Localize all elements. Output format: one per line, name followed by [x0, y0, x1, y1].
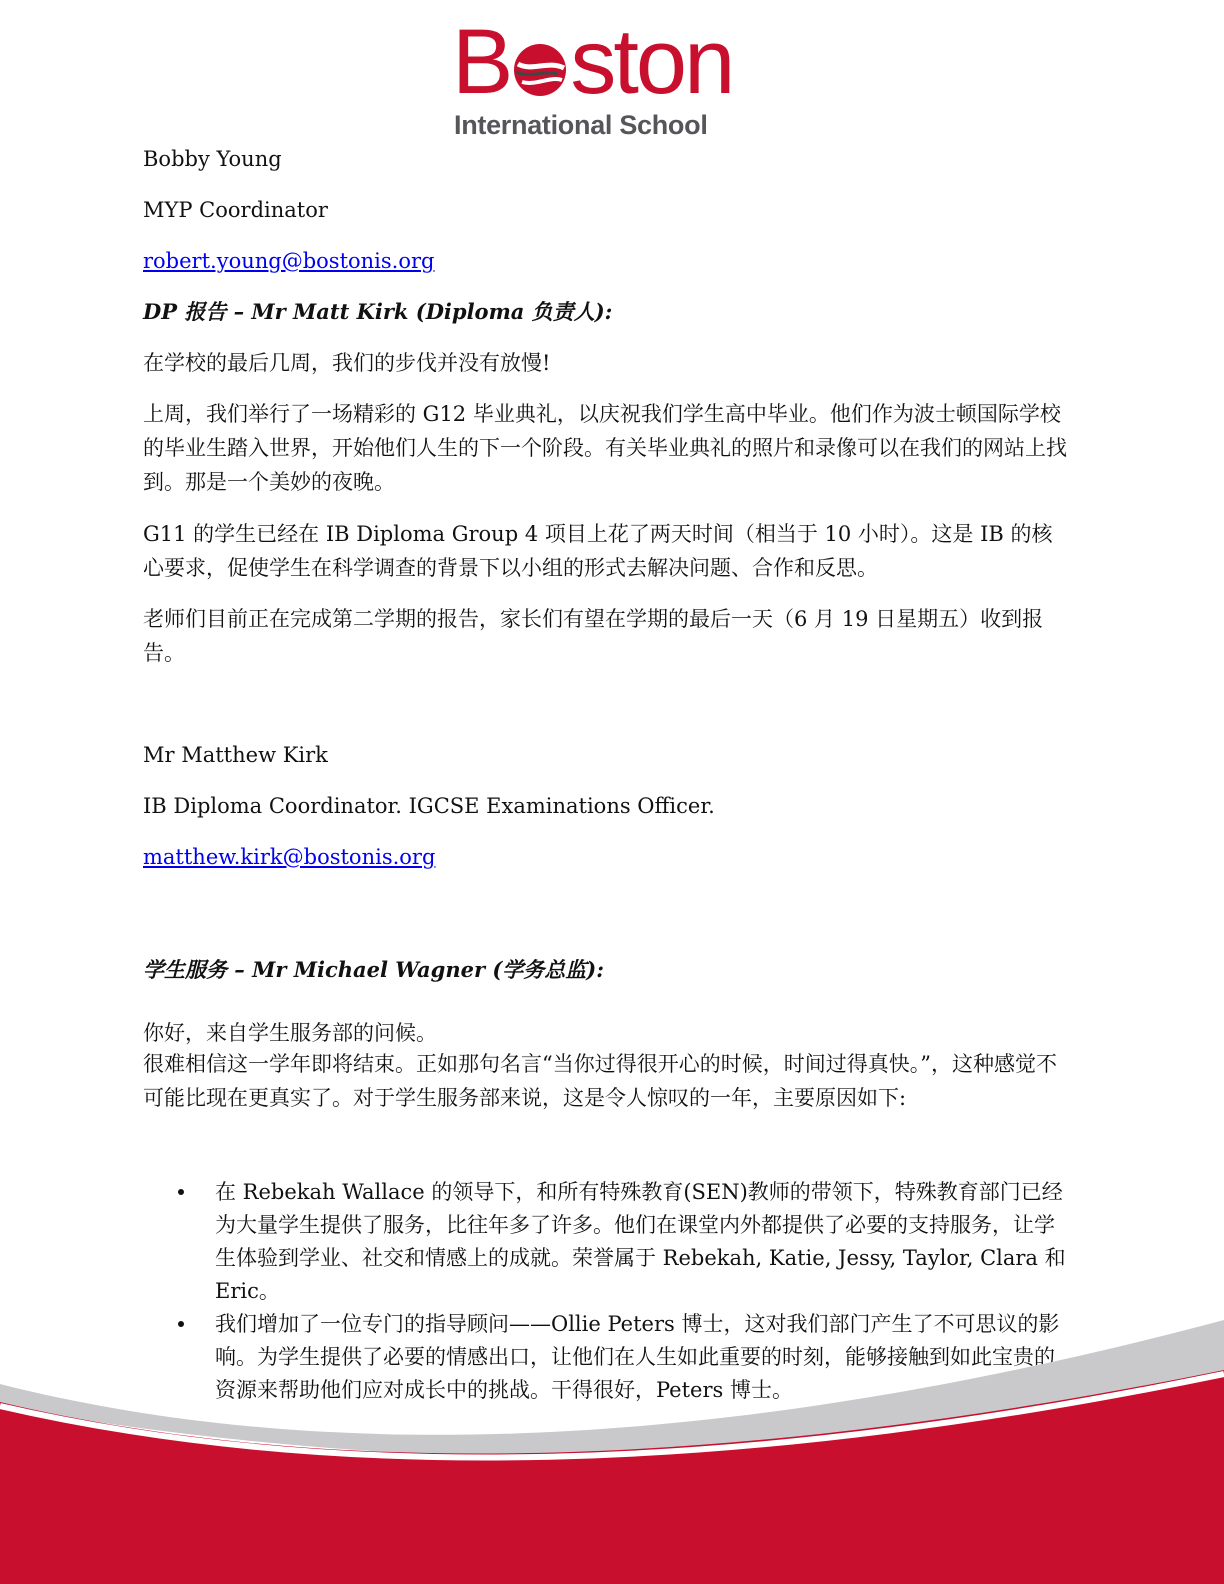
- dp-paragraph-4: 老师们目前正在完成第二学期的报告，家长们有望在学期的最后一天（6 月 19 日星期五）收到报告。: [143, 607, 1044, 665]
- student-services-greeting: 你好，来自学生服务部的问候。: [143, 1021, 437, 1045]
- student-services-intro: 很难相信这一学年即将结束。正如那句名言“当你过得很开心的时候，时间过得真快。”，这种感觉不可能比现在更真实了。对于学生服务部来说，这是令人惊叹的一年，主要原因如下:: [143, 1052, 1057, 1110]
- footer-wave-decoration: [0, 1310, 1224, 1584]
- bullet-text: 我们增加了一位专门的指导顾问——Ollie Peters 博士，这对我们部门产生了不可思议的影响。为学生提供了必要的情感出口，让他们在人生如此重要的时刻，能够接触到如此宝贵的资源来帮助他们应对成长中的挑战。干得很好，Peters 博士。: [215, 1312, 1060, 1402]
- myp-contact-name: Bobby Young: [143, 147, 282, 171]
- logo-subtitle: International School: [454, 110, 708, 140]
- logo-wordmark: [452, 11, 733, 113]
- basketball-icon: [512, 42, 568, 98]
- dp-contact-title: IB Diploma Coordinator. IGCSE Examinations Officer.: [143, 794, 715, 818]
- student-services-heading: 学生服务 – Mr Michael Wagner (学务总监):: [143, 957, 604, 982]
- logo-letter-b: B: [452, 11, 511, 113]
- myp-contact-title: MYP Coordinator: [143, 198, 328, 222]
- dp-paragraph-1: 在学校的最后几周，我们的步伐并没有放慢!: [143, 351, 551, 375]
- list-item: [215, 1176, 1073, 1308]
- dp-paragraph-2: 上周，我们举行了一场精彩的 G12 毕业典礼，以庆祝我们学生高中毕业。他们作为波士顿国际学校的毕业生踏入世界，开始他们人生的下一个阶段。有关毕业典礼的照片和录像可以在我们的网站上找到。那是一个美妙的夜晚。: [143, 402, 1067, 494]
- school-logo: [452, 11, 752, 142]
- bullet-text: 在 Rebekah Wallace 的领导下，和所有特殊教育(SEN)教师的带领下，特殊教育部门已经为大量学生提供了服务，比往年多了许多。他们在课堂内外都提供了必要的支持服务，让学生体验到学业、社交和情感上的成就。荣誉属于 Rebekah, Katie, Jessy, Taylor, Clara 和 Eric。: [215, 1180, 1066, 1303]
- dp-paragraph-3: G11 的学生已经在 IB Diploma Group 4 项目上花了两天时间（相当于 10 小时）。这是 IB 的核心要求，促使学生在科学调查的背景下以小组的形式去解决问题、合作和反思。: [143, 522, 1053, 580]
- logo-letters-ston: ston: [570, 11, 733, 113]
- dp-contact-email-link[interactable]: matthew.kirk@bostonis.org: [143, 845, 436, 869]
- myp-contact-email-link[interactable]: robert.young@bostonis.org: [143, 249, 435, 273]
- dp-contact-name: Mr Matthew Kirk: [143, 743, 328, 767]
- bullet-icon: [178, 1189, 184, 1195]
- dp-section-heading: DP 报告 – Mr Matt Kirk (Diploma 负责人):: [143, 299, 613, 324]
